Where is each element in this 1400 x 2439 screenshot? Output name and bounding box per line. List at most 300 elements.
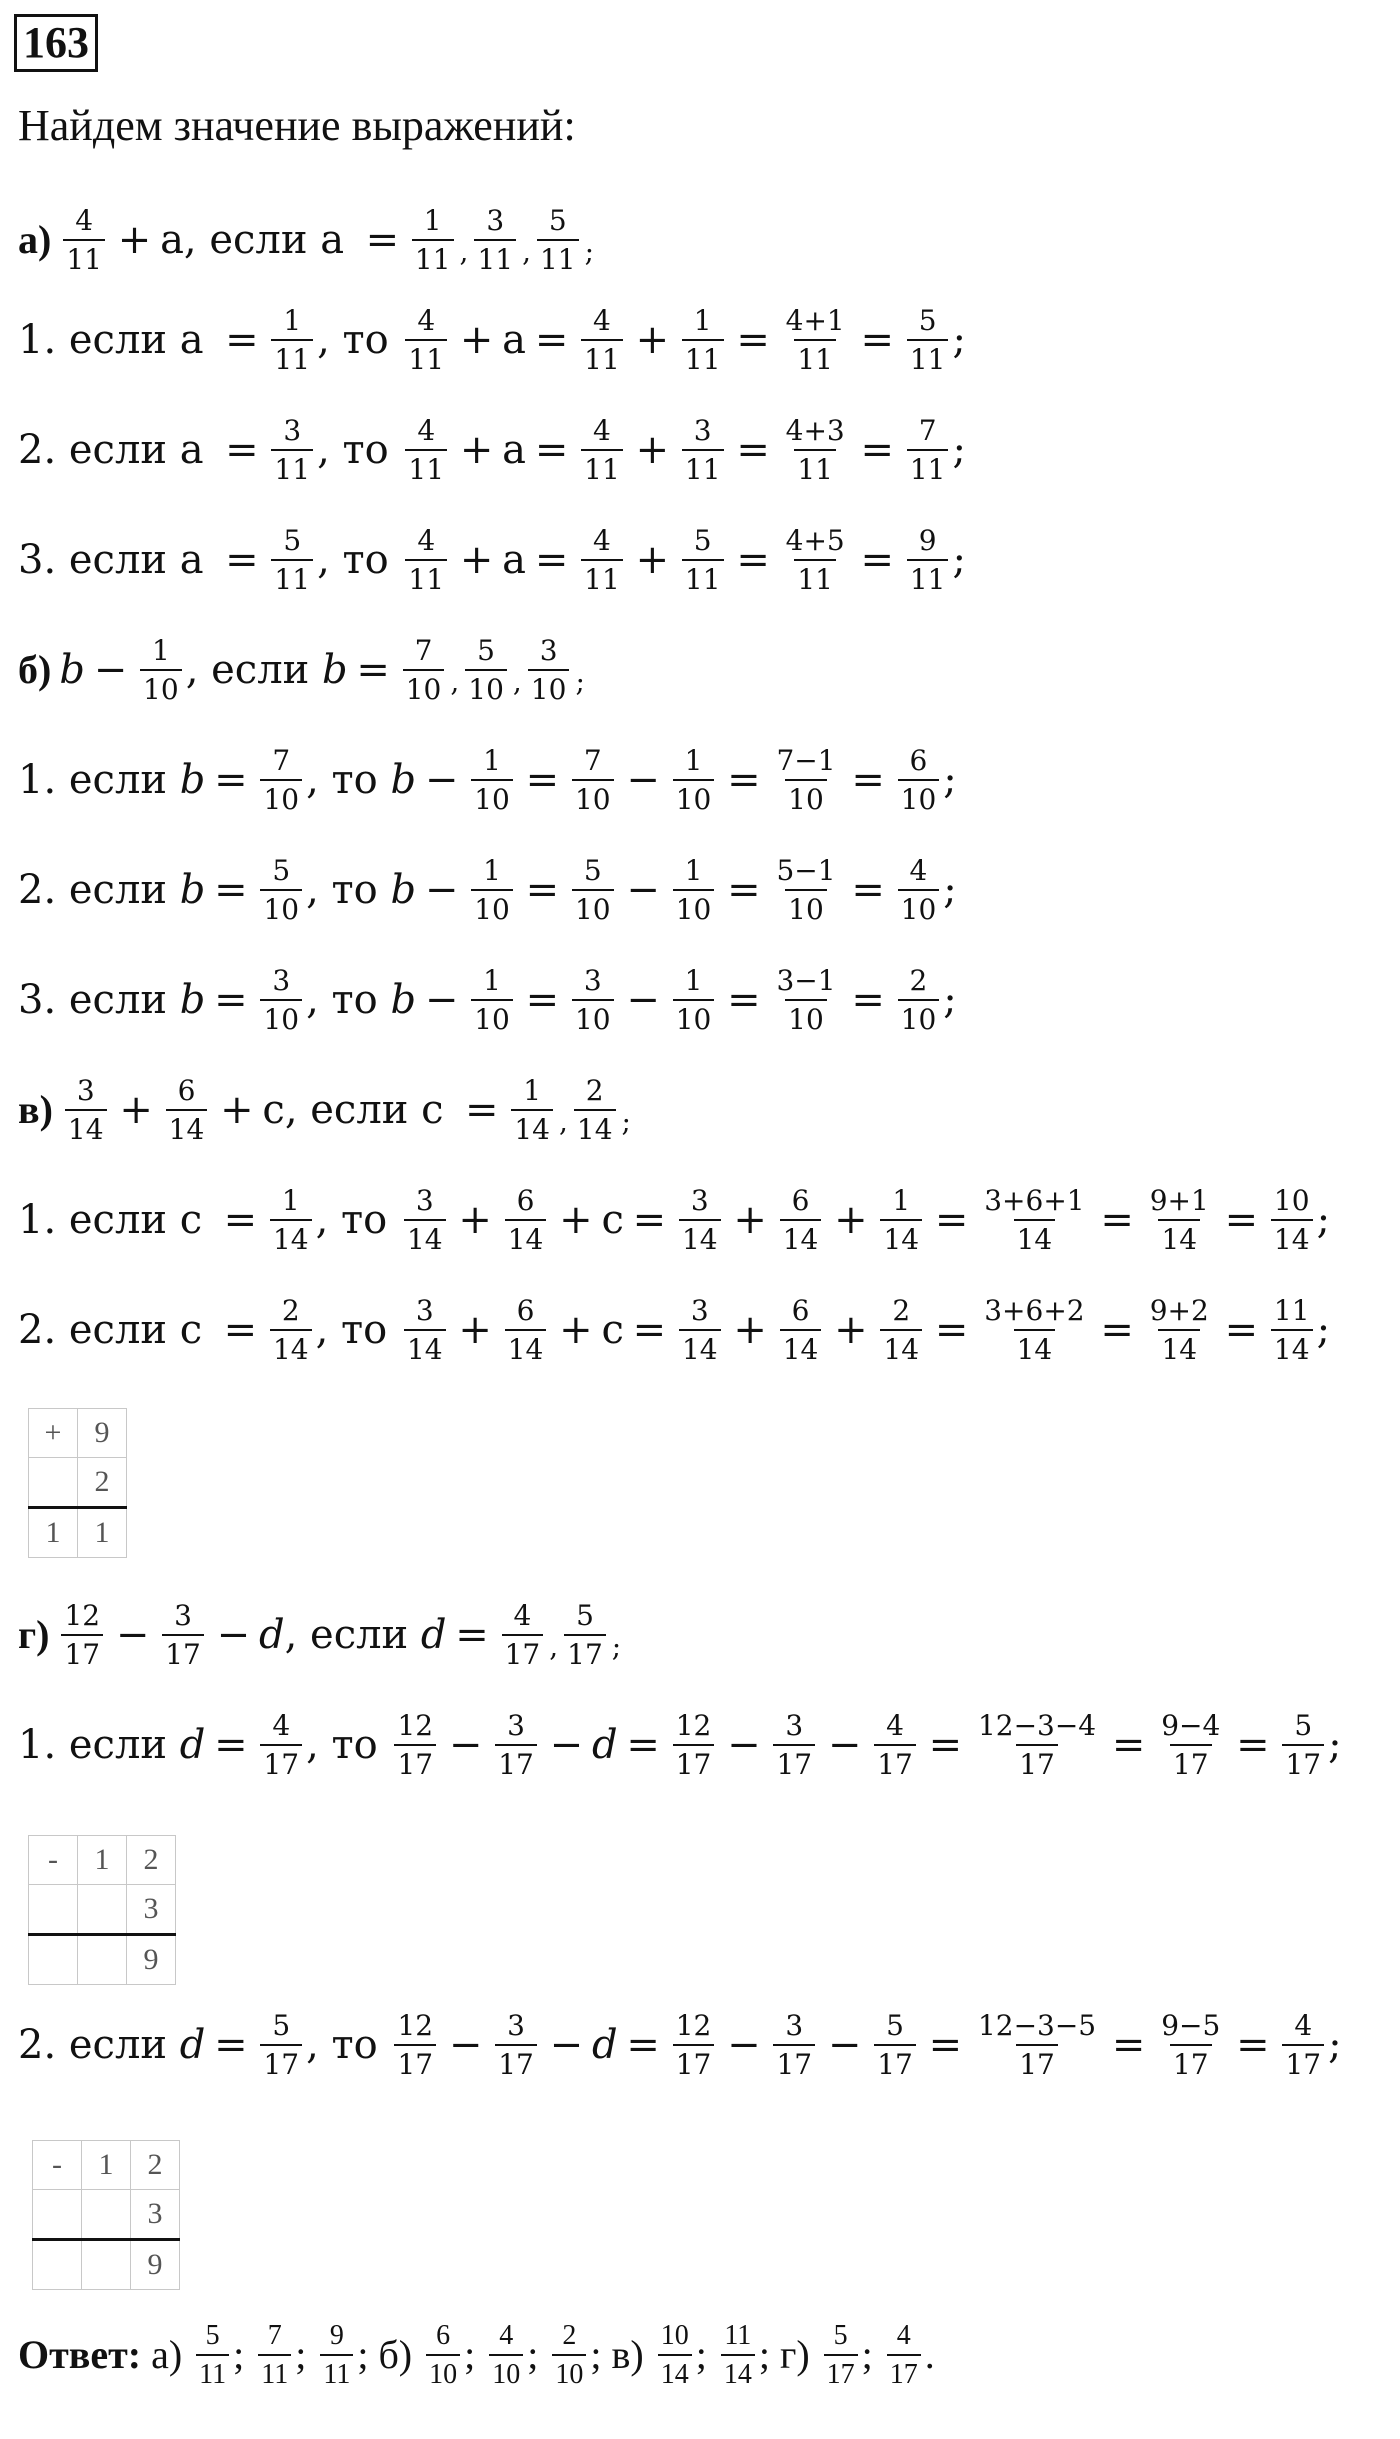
fraction: [783, 525, 848, 596]
fraction: [528, 635, 570, 706]
fraction-numerator: 5: [583, 854, 602, 887]
fraction-numerator: 3: [507, 2009, 525, 2042]
text-segment: а: [502, 317, 527, 364]
fraction-numerator: 7−1: [776, 744, 836, 777]
fraction-denominator: 17: [495, 2044, 537, 2080]
fraction-denominator: 17: [1170, 1744, 1212, 1780]
text-segment: ;: [1328, 1722, 1342, 1769]
fraction: [471, 965, 513, 1036]
text-segment: 3. если: [18, 977, 180, 1024]
fraction: [981, 1295, 1087, 1366]
math-variable: d: [179, 2022, 206, 2069]
calc-cell: 9: [78, 1409, 127, 1458]
fraction: [320, 2320, 353, 2391]
fraction-denominator: 14: [658, 2354, 692, 2390]
fraction-denominator: 10: [572, 999, 614, 1035]
fraction-numerator: 3: [76, 1074, 95, 1107]
calc-result-row: [33, 2240, 180, 2290]
math-operator: −: [424, 867, 459, 914]
calc-cell: -: [33, 2141, 82, 2190]
fraction-denominator: 11: [794, 449, 836, 485]
fraction-denominator: 17: [1282, 1744, 1324, 1780]
fraction: [1147, 1295, 1212, 1366]
fraction: [682, 525, 724, 596]
fraction: [780, 1295, 822, 1366]
math-operator: =: [1100, 1307, 1134, 1354]
fraction-denominator: 17: [874, 2044, 916, 2080]
fraction: [404, 1185, 446, 1256]
fraction-denominator: 10: [673, 999, 715, 1035]
part-a-step-3: [18, 525, 966, 596]
fraction-numerator: 4: [417, 414, 436, 447]
math-variable: b: [179, 757, 206, 804]
math-operator: −: [549, 1722, 584, 1769]
part-d-step-1: [18, 1710, 1342, 1781]
fraction: [465, 635, 507, 706]
fraction-denominator: 14: [1158, 1219, 1200, 1255]
fraction-numerator: 3: [785, 1709, 804, 1742]
fraction-denominator: 11: [682, 339, 724, 375]
math-operator: =: [214, 1722, 248, 1769]
calc-result-cell: [82, 2240, 131, 2290]
fraction-denominator: 10: [403, 669, 445, 705]
fraction: [552, 2320, 586, 2391]
fraction-denominator: 11: [794, 339, 836, 375]
fraction-numerator: 9+2: [1149, 1294, 1209, 1327]
part-c-statement: [18, 1075, 633, 1146]
fraction-denominator: 17: [824, 2354, 858, 2390]
fraction: [505, 1295, 547, 1366]
fraction-denominator: 17: [773, 2044, 815, 2080]
fraction: [162, 1600, 204, 1671]
math-operator: +: [559, 1307, 593, 1354]
fraction-denominator: 14: [780, 1329, 822, 1365]
fraction-numerator: 5: [886, 2009, 904, 2042]
math-operator: +: [635, 317, 670, 364]
math-operator: =: [223, 1307, 258, 1354]
fraction-denominator: 17: [495, 1744, 537, 1780]
math-operator: =: [1111, 2022, 1146, 2069]
fraction: [258, 2320, 291, 2391]
math-operator: =: [736, 537, 770, 584]
fraction-denominator: 10: [471, 779, 513, 815]
list-separator: ,: [512, 664, 522, 698]
text-segment: 1. если: [18, 757, 180, 804]
fraction-denominator: 10: [528, 669, 570, 705]
fraction-numerator: 6: [791, 1294, 810, 1327]
fraction: [907, 305, 949, 376]
fraction-numerator: 4: [499, 2320, 514, 2351]
fraction: [505, 1185, 547, 1256]
fraction: [898, 965, 940, 1036]
fraction: [502, 1600, 544, 1671]
math-operator: −: [424, 757, 459, 804]
column-addition-9-plus-2: [28, 1408, 127, 1558]
text-segment: ;: [943, 867, 957, 914]
fraction-numerator: 12: [397, 1709, 434, 1742]
fraction: [773, 965, 838, 1036]
fraction: [682, 415, 724, 486]
fraction: [495, 1710, 537, 1781]
fraction-denominator: 14: [1014, 1329, 1056, 1365]
fraction-numerator: 1: [483, 964, 501, 997]
calc-row: [33, 2190, 180, 2240]
math-operator: =: [225, 427, 259, 474]
math-operator: −: [827, 2022, 862, 2069]
fraction-denominator: 11: [907, 559, 949, 595]
fraction-denominator: 17: [61, 1634, 103, 1670]
fraction: [196, 2320, 229, 2391]
fraction: [260, 965, 302, 1036]
calc-result-cell: 9: [127, 1935, 176, 1985]
fraction-denominator: 17: [260, 2044, 302, 2080]
fraction-numerator: 4: [909, 854, 928, 887]
math-variable: b: [390, 977, 417, 1024]
math-operator: +: [458, 1197, 492, 1244]
fraction-denominator: 11: [537, 239, 579, 275]
fraction-numerator: 5−1: [776, 854, 836, 887]
part-label: Ответ:: [18, 2332, 142, 2378]
math-operator: =: [736, 427, 770, 474]
fraction: [1271, 1185, 1313, 1256]
fraction: [658, 2320, 692, 2391]
list-separator: ;: [575, 664, 585, 698]
math-operator: −: [448, 2022, 483, 2069]
math-operator: +: [635, 537, 670, 584]
text-segment: ;: [1328, 2022, 1342, 2069]
fraction: [898, 855, 940, 926]
math-operator: =: [928, 2022, 963, 2069]
fraction-numerator: 1: [684, 964, 703, 997]
text-segment: 1. если с: [18, 1197, 215, 1244]
fraction: [1282, 1710, 1324, 1781]
fraction-numerator: 1: [423, 204, 442, 237]
fraction-denominator: 14: [1271, 1329, 1313, 1365]
fraction-numerator: 7: [414, 634, 433, 667]
text-segment: ; б): [357, 2332, 423, 2378]
fraction-numerator: 4: [513, 1599, 532, 1632]
fraction-numerator: 1: [684, 854, 703, 887]
fraction-denominator: 17: [1016, 2044, 1058, 2080]
fraction-denominator: 10: [572, 889, 614, 925]
text-segment: а: [502, 427, 527, 474]
list-separator: ,: [522, 234, 531, 268]
math-operator: =: [632, 1307, 667, 1354]
fraction-denominator: 11: [271, 559, 313, 595]
fraction: [773, 745, 838, 816]
fraction-denominator: 10: [673, 779, 715, 815]
fraction: [271, 525, 313, 596]
fraction-denominator: 11: [907, 339, 949, 375]
fraction: [581, 415, 623, 486]
fraction-numerator: 1: [523, 1074, 542, 1107]
fraction-denominator: 17: [673, 1744, 715, 1780]
part-a-statement: [18, 205, 596, 276]
fraction-denominator: 11: [258, 2354, 291, 2390]
calc-cell: 3: [127, 1885, 176, 1935]
math-operator: +: [459, 317, 494, 364]
math-operator: +: [834, 1197, 868, 1244]
fraction-denominator: 14: [270, 1219, 312, 1255]
math-operator: =: [525, 867, 560, 914]
fraction: [405, 305, 447, 376]
fraction-denominator: 17: [1170, 2044, 1212, 2080]
fraction-numerator: 4: [593, 304, 611, 337]
fraction-denominator: 11: [682, 449, 724, 485]
math-operator: =: [525, 757, 560, 804]
math-operator: =: [632, 1197, 667, 1244]
fraction: [270, 1295, 312, 1366]
fraction: [1158, 2010, 1223, 2081]
fraction-numerator: 12: [64, 1599, 101, 1632]
fraction-numerator: 4: [1294, 2009, 1313, 2042]
math-operator: +: [733, 1197, 767, 1244]
text-segment: .: [924, 2332, 935, 2378]
math-operator: =: [214, 977, 248, 1024]
fraction-numerator: 3: [507, 1709, 525, 1742]
calc-cell: 1: [78, 1836, 127, 1885]
fraction-numerator: 2: [562, 2320, 577, 2351]
text-segment: ;: [952, 427, 966, 474]
math-operator: −: [827, 1722, 862, 1769]
fraction-numerator: 3: [283, 414, 302, 447]
fraction-numerator: 5: [693, 524, 712, 557]
fraction: [471, 855, 513, 926]
math-operator: =: [1100, 1197, 1134, 1244]
list-separator: ,: [558, 1104, 568, 1138]
fraction: [673, 745, 715, 816]
math-operator: −: [424, 977, 459, 1024]
fraction: [773, 1710, 815, 1781]
fraction-numerator: 3+6+2: [984, 1294, 1085, 1327]
calc-cell: 1: [82, 2141, 131, 2190]
part-d-statement: [18, 1600, 623, 1671]
fraction-numerator: 1: [281, 1184, 300, 1217]
math-operator: −: [626, 977, 660, 1024]
fraction-numerator: 4: [75, 204, 94, 237]
calc-row: [29, 1836, 176, 1885]
math-operator: +: [458, 1307, 492, 1354]
column-subtraction-12-minus-3-second: [32, 2140, 180, 2290]
fraction-numerator: 3−1: [776, 964, 836, 997]
fraction: [981, 1185, 1087, 1256]
fraction-numerator: 4+1: [785, 304, 845, 337]
fraction: [874, 1710, 916, 1781]
part-label: а): [18, 217, 52, 263]
fraction: [166, 1075, 208, 1146]
fraction-numerator: 3: [583, 964, 602, 997]
text-segment: , то: [306, 757, 391, 804]
calc-cell: 2: [78, 1458, 127, 1508]
text-segment: ; в): [590, 2332, 654, 2378]
fraction-denominator: 14: [679, 1329, 721, 1365]
math-operator: =: [225, 317, 259, 364]
math-variable: d: [420, 1612, 447, 1659]
fraction: [673, 965, 715, 1036]
fraction-numerator: 9: [329, 2320, 344, 2351]
fraction-numerator: 3: [693, 414, 712, 447]
fraction: [511, 1075, 553, 1146]
fraction: [140, 635, 182, 706]
fraction-denominator: 10: [426, 2354, 460, 2390]
fraction-numerator: 5: [205, 2320, 220, 2351]
text-segment: , если: [284, 1612, 421, 1659]
part-c-step-2: [18, 1295, 1330, 1366]
text-segment: , то: [317, 317, 402, 364]
math-operator: =: [1111, 1722, 1146, 1769]
math-variable: b: [390, 757, 417, 804]
fraction: [773, 855, 838, 926]
fraction-denominator: 17: [394, 2044, 436, 2080]
math-operator: −: [626, 867, 660, 914]
fraction-denominator: 11: [405, 339, 447, 375]
text-segment: а, если а: [160, 217, 357, 264]
math-operator: =: [928, 1722, 963, 1769]
fraction: [394, 2010, 436, 2081]
fraction-numerator: 5: [272, 2009, 291, 2042]
fraction-denominator: 11: [271, 339, 313, 375]
fraction-numerator: 3: [486, 204, 505, 237]
list-separator: ;: [611, 1629, 622, 1663]
fraction: [572, 745, 614, 816]
calc-row: [33, 2141, 180, 2190]
fraction: [65, 1075, 107, 1146]
fraction-denominator: 10: [785, 779, 827, 815]
part-label: в): [18, 1087, 53, 1133]
part-d-step-2: [18, 2010, 1342, 2081]
fraction-denominator: 11: [412, 239, 454, 275]
fraction-denominator: 10: [898, 999, 940, 1035]
math-operator: =: [465, 1087, 499, 1134]
calc-cell: [82, 2190, 131, 2240]
math-operator: −: [216, 1612, 251, 1659]
fraction-numerator: 12: [675, 2009, 712, 2042]
text-segment: а: [502, 537, 527, 584]
fraction-denominator: 11: [682, 559, 724, 595]
fraction-denominator: 14: [404, 1329, 446, 1365]
fraction-denominator: 17: [773, 1744, 815, 1780]
list-separator: ,: [459, 234, 469, 268]
fraction-numerator: 6: [516, 1294, 535, 1327]
text-segment: с, если с: [262, 1087, 457, 1134]
math-variable: d: [591, 1722, 618, 1769]
fraction-denominator: 17: [874, 1744, 916, 1780]
fraction-denominator: 14: [880, 1329, 922, 1365]
fraction-numerator: 1: [483, 854, 501, 887]
calc-cell: 2: [131, 2141, 180, 2190]
fraction-denominator: 10: [140, 669, 182, 705]
math-variable: b: [59, 647, 85, 694]
math-variable: d: [591, 2022, 618, 2069]
fraction: [260, 2010, 302, 2081]
fraction-numerator: 1: [892, 1184, 911, 1217]
part-label: г): [18, 1612, 50, 1658]
math-operator: =: [214, 867, 248, 914]
math-operator: =: [214, 2022, 248, 2069]
math-operator: =: [860, 427, 895, 474]
text-segment: 2. если: [18, 867, 180, 914]
fraction: [673, 2010, 715, 2081]
math-operator: =: [934, 1307, 969, 1354]
math-operator: =: [534, 427, 569, 474]
fraction: [405, 415, 447, 486]
math-operator: =: [727, 757, 761, 804]
fraction-numerator: 3: [174, 1599, 192, 1632]
fraction: [564, 1600, 606, 1671]
fraction: [880, 1185, 922, 1256]
text-segment: , то: [317, 427, 402, 474]
fraction: [471, 745, 513, 816]
fraction-denominator: 10: [673, 889, 715, 925]
text-segment: , то: [306, 867, 391, 914]
fraction: [721, 2320, 755, 2391]
text-segment: , то: [315, 1197, 400, 1244]
fraction-denominator: 10: [260, 779, 302, 815]
fraction: [975, 1710, 1099, 1781]
part-a-step-1: [18, 305, 966, 376]
fraction: [270, 1185, 312, 1256]
fraction-numerator: 3: [415, 1294, 434, 1327]
fraction-denominator: 10: [471, 999, 513, 1035]
fraction-denominator: 17: [673, 2044, 715, 2080]
part-c-step-1: [18, 1185, 1330, 1256]
fraction: [783, 305, 848, 376]
fraction-numerator: 3: [272, 964, 291, 997]
fraction: [271, 415, 313, 486]
fraction: [405, 525, 447, 596]
fraction: [898, 745, 940, 816]
fraction-denominator: 11: [405, 449, 447, 485]
math-operator: =: [736, 317, 770, 364]
fraction: [907, 415, 949, 486]
calc-cell: -: [29, 1836, 78, 1885]
math-operator: =: [851, 977, 885, 1024]
fraction-denominator: 11: [581, 339, 623, 375]
calc-result-cell: 1: [78, 1508, 127, 1558]
math-variable: b: [179, 867, 206, 914]
math-operator: =: [727, 977, 761, 1024]
fraction-denominator: 14: [780, 1219, 822, 1255]
fraction-denominator: 17: [564, 1634, 606, 1670]
fraction-numerator: 3: [690, 1184, 709, 1217]
fraction-denominator: 17: [502, 1634, 544, 1670]
fraction-denominator: 17: [260, 1744, 302, 1780]
math-operator: =: [356, 647, 390, 694]
fraction-numerator: 4+3: [785, 414, 845, 447]
fraction-numerator: 6: [909, 744, 928, 777]
calc-result-cell: 1: [29, 1508, 78, 1558]
fraction-denominator: 10: [260, 999, 302, 1035]
math-operator: +: [459, 537, 494, 584]
fraction: [880, 1295, 922, 1366]
fraction: [61, 1600, 103, 1671]
fraction: [773, 2010, 815, 2081]
fraction-numerator: 5: [283, 524, 302, 557]
fraction-denominator: 14: [505, 1219, 547, 1255]
math-variable: d: [179, 1722, 206, 1769]
fraction: [495, 2010, 537, 2081]
fraction-denominator: 14: [505, 1329, 547, 1365]
fraction: [474, 205, 516, 276]
fraction: [260, 745, 302, 816]
fraction-denominator: 14: [1158, 1329, 1200, 1365]
math-operator: +: [559, 1197, 593, 1244]
part-label: б): [18, 647, 52, 693]
fraction-denominator: 14: [880, 1219, 922, 1255]
fraction: [673, 1710, 715, 1781]
list-separator: ,: [450, 664, 460, 698]
fraction: [572, 855, 614, 926]
